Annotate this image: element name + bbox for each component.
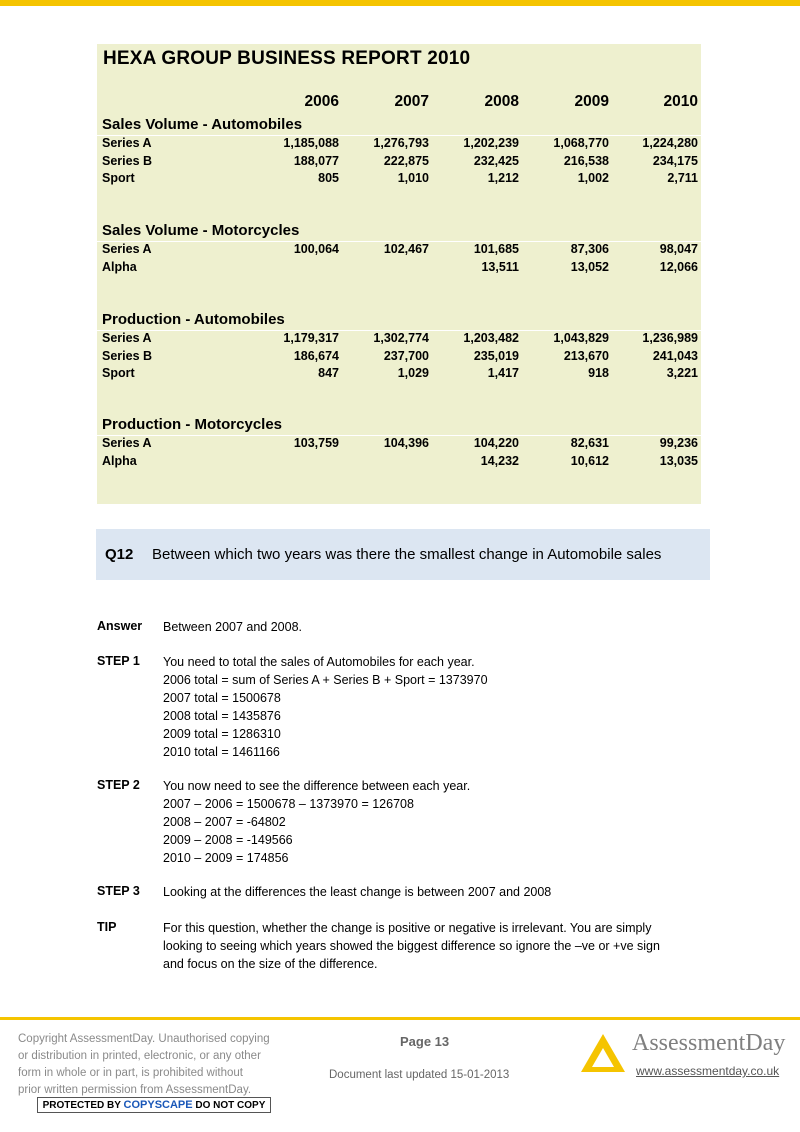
section-title: Production - Automobiles — [102, 311, 285, 328]
table-cell: 13,511 — [481, 259, 519, 274]
table-cell: 1,224,280 — [642, 136, 698, 150]
section-title: Production - Motorcycles — [102, 416, 283, 433]
table-cell: 100,064 — [293, 242, 339, 256]
table-cell: 104,396 — [383, 436, 429, 450]
brand-name: AssessmentDay — [632, 1030, 786, 1056]
step-line: 2010 total = 1461166 — [163, 745, 280, 759]
table-row — [97, 242, 701, 259]
table-cell: 1,002 — [577, 171, 609, 185]
table-cell: 13,035 — [659, 453, 698, 468]
table-cell: 222,875 — [383, 153, 429, 168]
row-label: Series A — [102, 136, 152, 150]
step-line: 2009 total = 1286310 — [163, 727, 281, 741]
badge-brand: COPYSCAPE — [123, 1099, 193, 1111]
row-label: Sport — [102, 171, 135, 185]
table-cell: 102,467 — [383, 242, 429, 256]
table-cell: 87,306 — [570, 242, 609, 256]
question-text: Between which two years was there the smallest change in Automobile sales — [152, 546, 662, 563]
copyright-line: or distribution in printed, electronic, or any other — [18, 1050, 261, 1062]
row-label: Series B — [102, 348, 153, 363]
website-link[interactable]: www.assessmentday.co.uk — [636, 1064, 780, 1078]
table-cell: 216,538 — [563, 153, 609, 168]
table-cell: 1,068,770 — [553, 136, 609, 150]
table-cell: 99,236 — [659, 436, 698, 450]
step-line: For this question, whether the change is positive or negative is irrelevant. You are simply — [163, 921, 652, 935]
table-cell: 13,052 — [570, 259, 609, 274]
report-title: HEXA GROUP BUSINESS REPORT 2010 — [103, 48, 471, 69]
badge-prefix: PROTECTED BY — [42, 1100, 121, 1111]
table-cell: 234,175 — [652, 153, 698, 168]
row-label: Alpha — [102, 453, 137, 468]
step-line: Looking at the differences the least change is between 2007 and 2008 — [163, 885, 552, 899]
question-number: Q12 — [105, 546, 134, 563]
table-cell: 82,631 — [570, 436, 609, 450]
step-label: STEP 3 — [97, 884, 140, 898]
year-header: 2009 — [574, 93, 609, 110]
table-cell: 1,302,774 — [373, 331, 429, 345]
step-line: and focus on the size of the difference. — [163, 957, 378, 971]
step-line: 2008 total = 1435876 — [163, 709, 281, 723]
row-label: Series A — [102, 242, 152, 256]
copyright-notice — [18, 1031, 308, 1099]
table-cell: 1,417 — [487, 366, 519, 380]
table-row — [97, 154, 701, 171]
step-label: STEP 1 — [97, 654, 140, 668]
table-cell: 918 — [588, 366, 609, 380]
table-cell: 3,221 — [666, 366, 698, 380]
step-line: You now need to see the difference between each year. — [163, 779, 471, 793]
table-cell: 1,212 — [487, 171, 519, 185]
row-label: Series B — [102, 153, 153, 168]
step-line: 2007 – 2006 = 1500678 – 1373970 = 126708 — [163, 797, 414, 811]
copyright-line: prior written permission from AssessmentDay. — [18, 1084, 252, 1096]
table-row — [97, 349, 701, 366]
step-line: 2008 – 2007 = -64802 — [163, 815, 286, 829]
table-row — [97, 436, 701, 453]
triangle-a-logo-icon — [578, 1031, 628, 1075]
table-cell: 1,203,482 — [463, 331, 519, 345]
table-row — [97, 454, 701, 471]
step-label: STEP 2 — [97, 778, 140, 792]
table-cell: 1,043,829 — [553, 331, 609, 345]
table-cell: 186,674 — [293, 348, 339, 363]
page-number: Page 13 — [400, 1034, 450, 1049]
table-row — [97, 171, 701, 188]
table-cell: 241,043 — [652, 348, 698, 363]
step-line: 2009 – 2008 = -149566 — [163, 833, 293, 847]
table-cell: 1,202,239 — [463, 136, 519, 150]
section-title: Sales Volume - Automobiles — [102, 116, 303, 133]
year-header: 2010 — [663, 93, 698, 110]
step-line: looking to seeing which years showed the biggest difference so ignore the –ve or +ve sign — [163, 939, 660, 953]
year-header: 2006 — [304, 93, 339, 110]
table-cell: 805 — [318, 171, 339, 185]
table-cell: 101,685 — [473, 242, 519, 256]
row-label: Series A — [102, 436, 152, 450]
year-header-row — [97, 93, 701, 110]
year-header: 2008 — [484, 93, 519, 110]
row-label: Series A — [102, 331, 152, 345]
answer-text: Between 2007 and 2008. — [163, 620, 303, 634]
step-line: 2006 total = sum of Series A + Series B + Sport = 1373970 — [163, 673, 488, 687]
row-label: Sport — [102, 366, 135, 380]
top-accent-bar — [0, 0, 800, 6]
row-label: Alpha — [102, 259, 137, 274]
table-cell: 98,047 — [659, 242, 698, 256]
business-report-table — [97, 44, 701, 504]
copyright-line: form in whole or in part, is prohibited without — [18, 1067, 243, 1079]
step-line: 2010 – 2009 = 174856 — [163, 851, 289, 865]
table-cell: 235,019 — [473, 348, 519, 363]
table-cell: 188,077 — [293, 153, 339, 168]
table-cell: 1,010 — [397, 171, 429, 185]
table-cell: 2,711 — [667, 171, 698, 185]
table-cell: 1,236,989 — [642, 331, 698, 345]
table-cell: 104,220 — [473, 436, 519, 450]
answer-label: Answer — [97, 619, 143, 633]
table-cell: 103,759 — [293, 436, 339, 450]
step-label: TIP — [97, 920, 117, 934]
table-cell: 237,700 — [383, 348, 429, 363]
year-header: 2007 — [394, 93, 429, 110]
table-cell: 12,066 — [659, 259, 698, 274]
table-cell: 213,670 — [563, 348, 609, 363]
table-cell: 1,185,088 — [283, 136, 339, 150]
table-cell: 232,425 — [473, 153, 519, 168]
table-cell: 1,029 — [397, 366, 429, 380]
table-row — [97, 331, 701, 348]
footer-accent-bar — [0, 1017, 800, 1020]
step-line: 2007 total = 1500678 — [163, 691, 281, 705]
table-row — [97, 136, 701, 153]
table-cell: 10,612 — [570, 453, 609, 468]
last-updated: Document last updated 15-01-2013 — [329, 1069, 510, 1081]
question-box — [96, 529, 710, 580]
table-row — [97, 260, 701, 277]
copyscape-badge[interactable] — [37, 1097, 271, 1113]
section-title: Sales Volume - Motorcycles — [102, 222, 300, 239]
copyright-line: Copyright AssessmentDay. Unauthorised copying — [18, 1033, 270, 1045]
table-cell: 847 — [318, 366, 339, 380]
step-line: You need to total the sales of Automobiles for each year. — [163, 655, 475, 669]
badge-suffix: DO NOT COPY — [195, 1100, 266, 1111]
table-cell: 1,179,317 — [283, 331, 339, 345]
table-row — [97, 366, 701, 383]
table-cell: 14,232 — [480, 453, 519, 468]
table-cell: 1,276,793 — [373, 136, 429, 150]
